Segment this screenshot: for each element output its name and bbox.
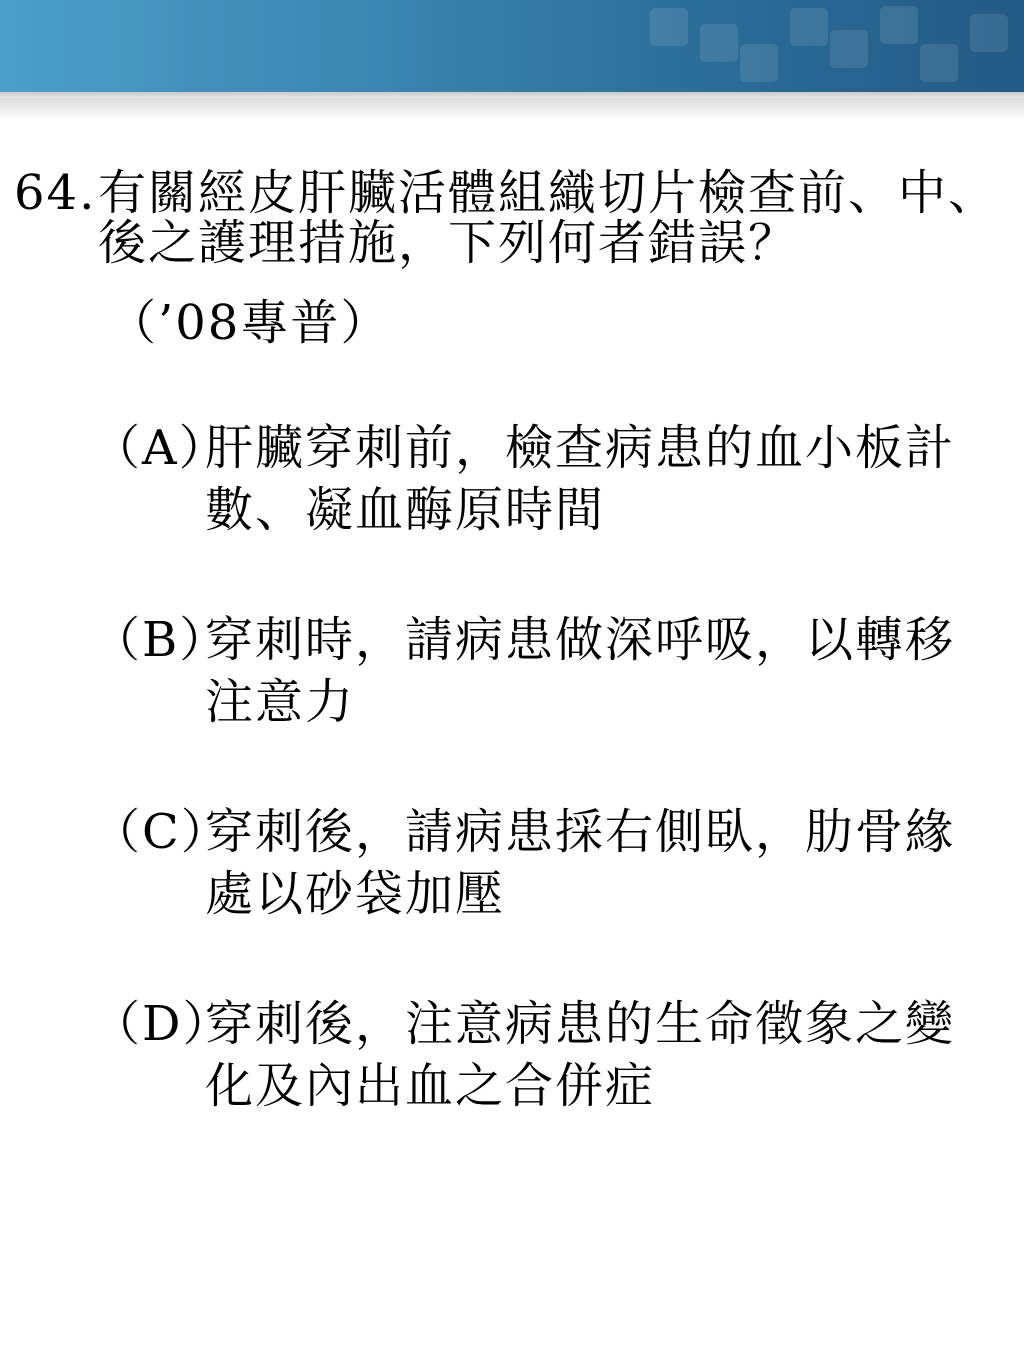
option-c-letter: （C） (92, 804, 231, 860)
banner-decoration-tile (880, 6, 918, 44)
banner-decoration-tile (700, 24, 738, 62)
banner-decoration-tile (650, 8, 688, 46)
option-b-line-2: 注意力 (205, 674, 356, 730)
option-c-line-2: 處以砂袋加壓 (205, 866, 506, 922)
option-a-letter: （A） (92, 420, 229, 476)
option-d-line-2: 化及內出血之合併症 (205, 1058, 656, 1114)
question-number: 64. (14, 165, 97, 221)
option-b-letter: （B） (92, 612, 230, 668)
banner-decoration-tile (920, 44, 958, 82)
option-b-line-1: 穿刺時，請病患做深呼吸，以轉移 (205, 612, 956, 668)
option-c-line-1: 穿刺後，請病患採右側臥，肋骨緣 (205, 804, 956, 860)
option-d-line-1: 穿刺後，注意病患的生命徵象之變 (205, 996, 956, 1052)
option-a-line-2: 數、凝血酶原時間 (205, 482, 606, 538)
banner-decoration-tile (970, 14, 1008, 52)
header-banner (0, 0, 1024, 92)
question-source: （’08專普） (108, 295, 391, 351)
banner-shadow (0, 98, 1024, 120)
option-d-letter: （D） (92, 996, 233, 1052)
question-text-line-2: 後之護理措施，下列何者錯誤？ (98, 215, 799, 271)
option-a-line-1: 肝臟穿刺前，檢查病患的血小板計 (205, 420, 956, 476)
question-text-line-1: 有關經皮肝臟活體組織切片檢查前、中、 (98, 165, 999, 221)
banner-decoration-tile (790, 8, 828, 46)
banner-decoration-tile (740, 44, 778, 82)
banner-decoration-tile (830, 30, 868, 68)
